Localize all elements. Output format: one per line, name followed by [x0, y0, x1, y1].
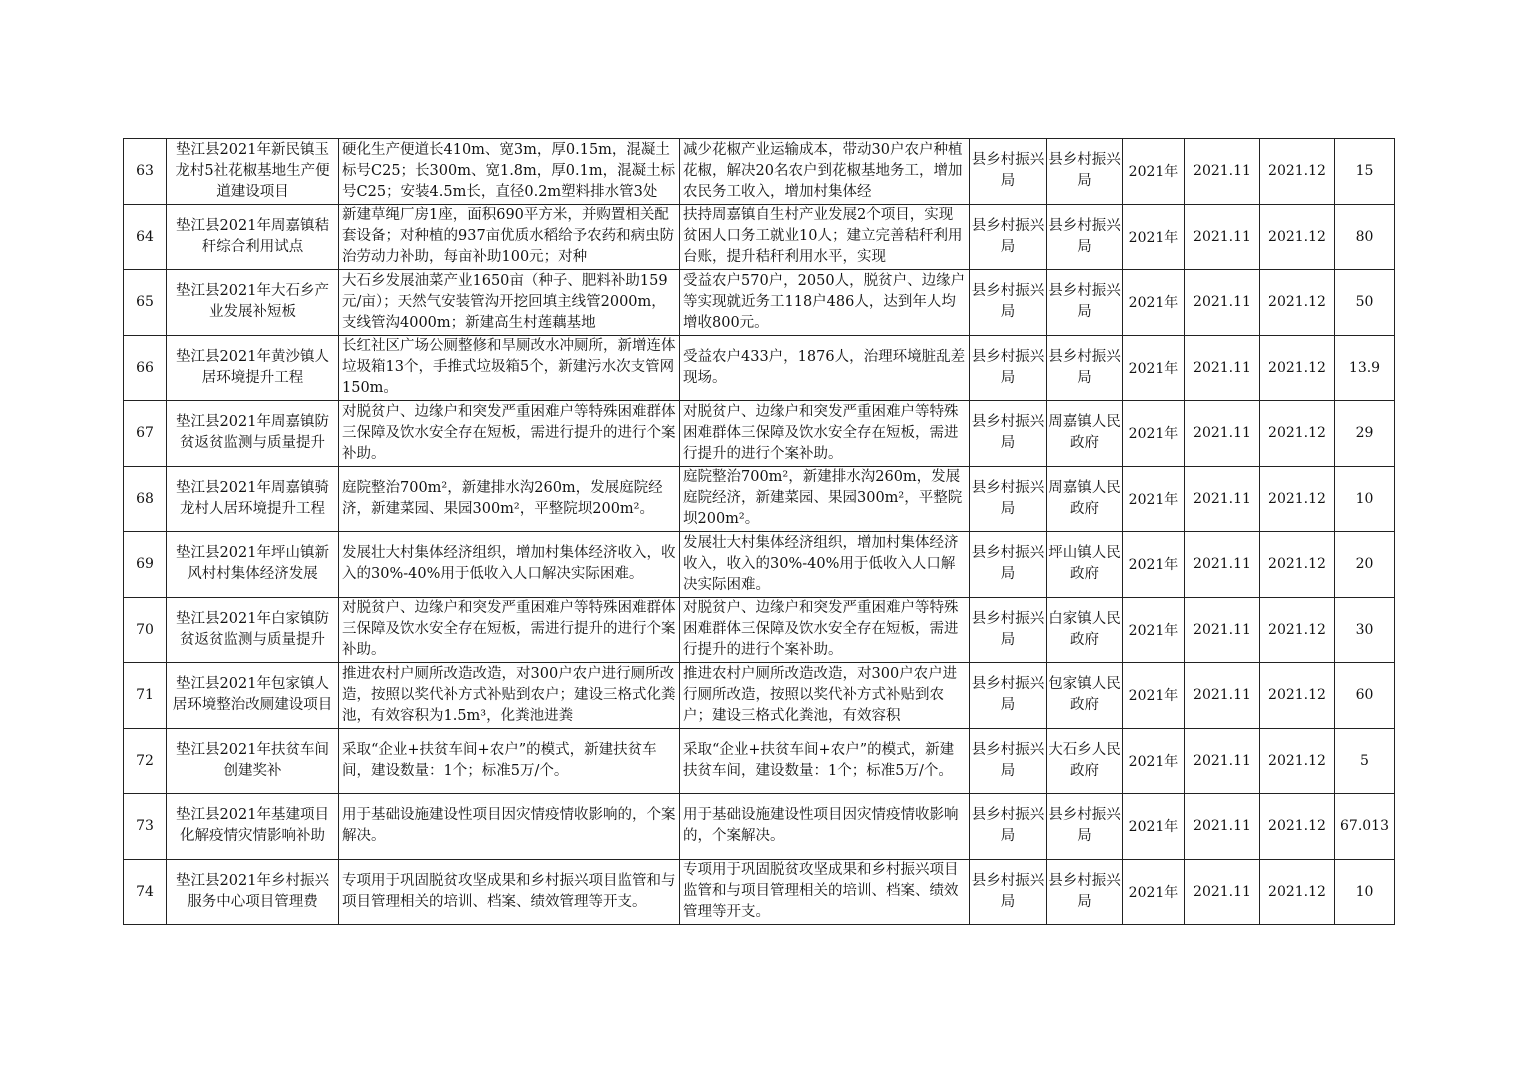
implementing-org-cell	[1047, 532, 1123, 598]
implementing-org: 县乡村振兴局	[1048, 152, 1121, 190]
project-year-cell: 2021年	[1123, 401, 1185, 467]
project-year-cell: 2021年	[1123, 597, 1185, 663]
start-date-cell: 2021.11	[1185, 466, 1260, 532]
project-benefit: 扶持周嘉镇自生村产业发展2个项目，实现贫困人口务工就业10人；建立完善秸秆利用台账，提升秸秆利用水平，实现	[683, 207, 963, 266]
table-row	[124, 204, 1395, 270]
fund-amount-cell: 10	[1335, 466, 1395, 532]
fund-amount-cell: 10	[1335, 859, 1395, 925]
implementing-org-cell	[1047, 270, 1123, 336]
table-row	[124, 270, 1395, 336]
implementing-org-cell	[1047, 466, 1123, 532]
project-content: 长红社区广场公厕整修和旱厕改水冲厕所，新增连体垃圾箱13个，手推式垃圾箱5个，新建污水次支管网150m。	[342, 338, 676, 397]
start-date-cell: 2021.11	[1185, 139, 1260, 205]
implementing-org-cell	[1047, 794, 1123, 860]
table-row	[124, 794, 1395, 860]
project-benefit-cell	[680, 335, 970, 401]
start-date-cell: 2021.11	[1185, 794, 1260, 860]
supervising-org: 县乡村振兴局	[971, 610, 1045, 648]
project-name: 垫江县2021年周嘉镇骑龙村人居环境提升工程	[176, 479, 329, 517]
supervising-org-cell	[970, 335, 1047, 401]
supervising-org-cell	[970, 532, 1047, 598]
project-benefit-cell	[680, 466, 970, 532]
project-benefit-cell	[680, 728, 970, 794]
supervising-org: 县乡村振兴局	[971, 872, 1045, 910]
project-content-cell	[339, 270, 680, 336]
project-benefit: 对脱贫户、边缘户和突发严重困难户等特殊困难群体三保障及饮水安全存在短板，需进行提升的进行个案补助。	[683, 403, 959, 462]
supervising-org-cell	[970, 663, 1047, 729]
project-year-cell: 2021年	[1123, 532, 1185, 598]
supervising-org: 县乡村振兴局	[971, 741, 1045, 779]
project-name: 垫江县2021年新民镇玉龙村5社花椒基地生产便道建设项目	[175, 141, 330, 200]
project-content-cell	[339, 335, 680, 401]
project-name: 垫江县2021年黄沙镇人居环境提升工程	[176, 348, 329, 386]
start-date-cell: 2021.11	[1185, 204, 1260, 270]
row-number-cell: 67	[124, 401, 167, 467]
end-date-cell: 2021.12	[1260, 794, 1335, 860]
supervising-org: 县乡村振兴局	[971, 807, 1045, 845]
project-content-cell	[339, 204, 680, 270]
project-year-cell: 2021年	[1123, 270, 1185, 336]
row-number-cell: 74	[124, 859, 167, 925]
implementing-org-cell	[1047, 859, 1123, 925]
row-number-cell: 73	[124, 794, 167, 860]
row-number-cell: 70	[124, 597, 167, 663]
implementing-org-cell	[1047, 204, 1123, 270]
project-name: 垫江县2021年乡村振兴服务中心项目管理费	[176, 872, 329, 910]
supervising-org: 县乡村振兴局	[971, 348, 1045, 386]
project-content: 对脱贫户、边缘户和突发严重困难户等特殊困难群体三保障及饮水安全存在短板，需进行提升的进行个案补助。	[342, 403, 676, 462]
project-benefit-cell	[680, 139, 970, 205]
fund-amount-cell: 67.013	[1335, 794, 1395, 860]
end-date-cell: 2021.12	[1260, 401, 1335, 467]
start-date-cell: 2021.11	[1185, 859, 1260, 925]
project-name-cell	[167, 139, 339, 205]
end-date-cell: 2021.12	[1260, 532, 1335, 598]
project-name-cell	[167, 859, 339, 925]
end-date-cell: 2021.12	[1260, 204, 1335, 270]
implementing-org-cell	[1047, 597, 1123, 663]
fund-amount-cell: 29	[1335, 401, 1395, 467]
project-name-cell	[167, 794, 339, 860]
table-row	[124, 466, 1395, 532]
project-content: 推进农村户厕所改造改造，对300户农户进行厕所改造，按照以奖代补方式补贴到农户；建设三格式化粪池，有效容积为1.5m³，化粪池进粪	[342, 665, 676, 724]
implementing-org-cell	[1047, 728, 1123, 794]
project-year-cell: 2021年	[1123, 794, 1185, 860]
project-name-cell	[167, 728, 339, 794]
end-date-cell: 2021.12	[1260, 466, 1335, 532]
start-date-cell: 2021.11	[1185, 335, 1260, 401]
start-date-cell: 2021.11	[1185, 728, 1260, 794]
project-name: 垫江县2021年周嘉镇秸秆综合利用试点	[176, 217, 329, 255]
row-number-cell: 66	[124, 335, 167, 401]
start-date-cell: 2021.11	[1185, 532, 1260, 598]
project-benefit: 对脱贫户、边缘户和突发严重困难户等特殊困难群体三保障及饮水安全存在短板，需进行提升的进行个案补助。	[683, 600, 959, 659]
implementing-org: 县乡村振兴局	[1048, 217, 1121, 255]
project-benefit: 推进农村户厕所改造改造，对300户农户进行厕所改造，按照以奖代补方式补贴到农户；建设三格式化粪池，有效容积	[683, 665, 958, 724]
implementing-org: 白家镇人民政府	[1048, 610, 1121, 648]
project-benefit-cell	[680, 794, 970, 860]
supervising-org-cell	[970, 728, 1047, 794]
end-date-cell: 2021.12	[1260, 597, 1335, 663]
project-content: 庭院整治700m²，新建排水沟260m，发展庭院经济，新建菜园、果园300m²，平整院坝200m²。	[342, 479, 663, 517]
project-year-cell: 2021年	[1123, 204, 1185, 270]
end-date-cell: 2021.12	[1260, 335, 1335, 401]
project-content-cell	[339, 139, 680, 205]
project-benefit-cell	[680, 204, 970, 270]
project-name: 垫江县2021年坪山镇新风村村集体经济发展	[176, 545, 329, 583]
supervising-org-cell	[970, 466, 1047, 532]
supervising-org-cell	[970, 139, 1047, 205]
start-date-cell: 2021.11	[1185, 597, 1260, 663]
implementing-org: 县乡村振兴局	[1048, 348, 1121, 386]
project-benefit: 庭院整治700m²，新建排水沟260m，发展庭院经济，新建菜园、果园300m²，平整院坝200m²。	[683, 469, 963, 528]
fund-amount-cell: 50	[1335, 270, 1395, 336]
fund-amount-cell: 80	[1335, 204, 1395, 270]
project-benefit-cell	[680, 597, 970, 663]
implementing-org-cell	[1047, 139, 1123, 205]
project-benefit-cell	[680, 859, 970, 925]
project-content-cell	[339, 401, 680, 467]
implementing-org: 周嘉镇人民政府	[1048, 479, 1121, 517]
supervising-org-cell	[970, 204, 1047, 270]
project-year-cell: 2021年	[1123, 728, 1185, 794]
fund-amount-cell: 30	[1335, 597, 1395, 663]
table-row	[124, 335, 1395, 401]
row-number-cell: 69	[124, 532, 167, 598]
table-row	[124, 401, 1395, 467]
implementing-org: 大石乡人民政府	[1048, 741, 1121, 779]
table-row	[124, 728, 1395, 794]
project-year-cell: 2021年	[1123, 335, 1185, 401]
implementing-org: 坪山镇人民政府	[1048, 545, 1121, 583]
project-content: 采取“企业+扶贫车间+农户”的模式，新建扶贫车间，建设数量：1个；标准5万/个。	[342, 741, 657, 779]
project-name: 垫江县2021年大石乡产业发展补短板	[176, 283, 329, 321]
project-name-cell	[167, 335, 339, 401]
project-name-cell	[167, 401, 339, 467]
project-benefit: 专项用于巩固脱贫攻坚成果和乡村振兴项目监管和与项目管理相关的培训、档案、绩效管理等开支。	[683, 862, 959, 921]
project-content-cell	[339, 532, 680, 598]
project-content-cell	[339, 859, 680, 925]
row-number-cell: 71	[124, 663, 167, 729]
start-date-cell: 2021.11	[1185, 663, 1260, 729]
project-benefit-cell	[680, 401, 970, 467]
fund-amount-cell: 5	[1335, 728, 1395, 794]
table-row	[124, 532, 1395, 598]
project-name: 垫江县2021年包家镇人居环境整治改厕建设项目	[172, 676, 333, 714]
fund-amount-cell: 15	[1335, 139, 1395, 205]
project-benefit: 用于基础设施建设性项目因灾情疫情收影响的，个案解决。	[683, 807, 959, 845]
project-benefit-cell	[680, 532, 970, 598]
fund-amount-cell: 20	[1335, 532, 1395, 598]
table-row	[124, 859, 1395, 925]
implementing-org: 周嘉镇人民政府	[1048, 414, 1121, 452]
supervising-org-cell	[970, 270, 1047, 336]
row-number-cell: 68	[124, 466, 167, 532]
implementing-org: 县乡村振兴局	[1048, 872, 1121, 910]
end-date-cell: 2021.12	[1260, 270, 1335, 336]
row-number-cell: 64	[124, 204, 167, 270]
project-content: 新建草绳厂房1座，面积690平方米，并购置相关配套设备；对种植的937亩优质水稻给予农药和病虫防治劳动力补助，每亩补助100元；对种	[342, 207, 675, 266]
project-benefit: 采取“企业+扶贫车间+农户”的模式，新建扶贫车间，建设数量：1个；标准5万/个。	[683, 741, 955, 779]
project-content-cell	[339, 794, 680, 860]
project-benefit: 受益农户570户，2050人，脱贫户、边缘户等实现就近务工118户486人，达到年人均增收800元。	[683, 272, 966, 331]
table-row	[124, 139, 1395, 205]
fund-amount-cell: 60	[1335, 663, 1395, 729]
project-content-cell	[339, 663, 680, 729]
project-benefit-cell	[680, 663, 970, 729]
project-year-cell: 2021年	[1123, 139, 1185, 205]
implementing-org: 县乡村振兴局	[1048, 283, 1121, 321]
supervising-org-cell	[970, 859, 1047, 925]
project-benefit: 发展壮大村集体经济组织，增加村集体经济收入，收入的30%-40%用于低收入人口解决实际困难。	[683, 534, 959, 593]
supervising-org: 县乡村振兴局	[971, 479, 1045, 517]
end-date-cell: 2021.12	[1260, 139, 1335, 205]
supervising-org: 县乡村振兴局	[971, 414, 1045, 452]
project-name: 垫江县2021年周嘉镇防贫返贫监测与质量提升	[176, 414, 329, 452]
project-name: 垫江县2021年基建项目化解疫情灾情影响补助	[176, 807, 329, 845]
project-name-cell	[167, 204, 339, 270]
table-row	[124, 597, 1395, 663]
project-table	[123, 138, 1395, 925]
project-name-cell	[167, 597, 339, 663]
project-name-cell	[167, 532, 339, 598]
project-content-cell	[339, 728, 680, 794]
project-name-cell	[167, 663, 339, 729]
project-table-body	[124, 139, 1395, 925]
project-content: 用于基础设施建设性项目因灾情疫情收影响的，个案解决。	[342, 807, 676, 845]
project-name-cell	[167, 270, 339, 336]
project-benefit: 减少花椒产业运输成本，带动30户农户种植花椒，解决20名农户到花椒基地务工，增加农民务工收入，增加村集体经	[683, 141, 963, 200]
project-year-cell: 2021年	[1123, 466, 1185, 532]
start-date-cell: 2021.11	[1185, 270, 1260, 336]
project-content: 发展壮大村集体经济组织，增加村集体经济收入，收入的30%-40%用于低收入人口解决实际困难。	[342, 545, 676, 583]
fund-amount-cell: 13.9	[1335, 335, 1395, 401]
project-year-cell: 2021年	[1123, 859, 1185, 925]
project-benefit: 受益农户433户，1876人，治理环境脏乱差现场。	[683, 348, 966, 386]
end-date-cell: 2021.12	[1260, 859, 1335, 925]
supervising-org-cell	[970, 597, 1047, 663]
table-row	[124, 663, 1395, 729]
supervising-org: 县乡村振兴局	[971, 545, 1045, 583]
project-content: 对脱贫户、边缘户和突发严重困难户等特殊困难群体三保障及饮水安全存在短板，需进行提升的进行个案补助。	[342, 600, 676, 659]
supervising-org: 县乡村振兴局	[971, 283, 1045, 321]
supervising-org: 县乡村振兴局	[971, 217, 1045, 255]
implementing-org: 县乡村振兴局	[1048, 807, 1121, 845]
row-number-cell: 63	[124, 139, 167, 205]
project-content-cell	[339, 466, 680, 532]
implementing-org-cell	[1047, 335, 1123, 401]
project-benefit-cell	[680, 270, 970, 336]
supervising-org-cell	[970, 794, 1047, 860]
supervising-org: 县乡村振兴局	[971, 152, 1045, 190]
project-content-cell	[339, 597, 680, 663]
row-number-cell: 72	[124, 728, 167, 794]
supervising-org-cell	[970, 401, 1047, 467]
project-content: 硬化生产便道长410m、宽3m，厚0.15m，混凝土标号C25；长300m、宽1.8m，厚0.1m，混凝土标号C25；安装4.5m长，直径0.2m塑料排水管3处	[342, 141, 676, 200]
implementing-org: 包家镇人民政府	[1048, 676, 1121, 714]
end-date-cell: 2021.12	[1260, 728, 1335, 794]
project-content: 大石乡发展油菜产业1650亩（种子、肥料补助159元/亩）；天然气安装管沟开挖回填主线管2000m，支线管沟4000m；新建高生村莲藕基地	[342, 272, 668, 331]
project-name: 垫江县2021年扶贫车间创建奖补	[176, 741, 329, 779]
supervising-org: 县乡村振兴局	[971, 676, 1045, 714]
implementing-org-cell	[1047, 663, 1123, 729]
project-name-cell	[167, 466, 339, 532]
end-date-cell: 2021.12	[1260, 663, 1335, 729]
project-name: 垫江县2021年白家镇防贫返贫监测与质量提升	[176, 610, 329, 648]
project-year-cell: 2021年	[1123, 663, 1185, 729]
start-date-cell: 2021.11	[1185, 401, 1260, 467]
implementing-org-cell	[1047, 401, 1123, 467]
row-number-cell: 65	[124, 270, 167, 336]
project-content: 专项用于巩固脱贫攻坚成果和乡村振兴项目监管和与项目管理相关的培训、档案、绩效管理等开支。	[342, 872, 676, 910]
